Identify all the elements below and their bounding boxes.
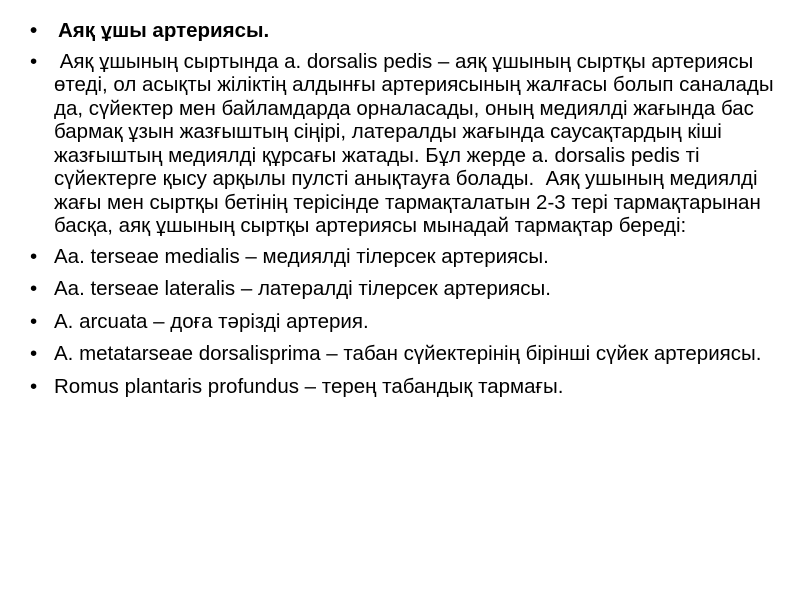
list-item-text: Aa. terseae lateralis – латералді тілерсек артериясы. — [54, 277, 551, 300]
slide-title: Аяқ ұшы артериясы. — [58, 19, 270, 42]
bullet-icon: • — [30, 19, 38, 42]
bullet-icon: • — [30, 342, 38, 365]
list-item — [30, 310, 780, 334]
list-item — [30, 375, 780, 399]
bullet-list — [30, 19, 780, 398]
list-item-text: Romus plantaris profundus – терең табандық тармағы. — [54, 374, 564, 398]
list-item — [30, 245, 780, 269]
list-item — [30, 277, 780, 301]
list-item-text: A. arcuata – доға тәрізді артерия. — [54, 309, 369, 333]
bullet-icon: • — [30, 277, 38, 300]
list-item-text: A. metatarseae dorsalisprima – табан сүйектерінің бірінші сүйек артериясы. — [54, 342, 762, 365]
intro-paragraph-item — [30, 50, 780, 238]
slide-title-item — [30, 19, 780, 43]
bullet-icon: • — [30, 49, 38, 73]
list-item — [30, 342, 780, 366]
bullet-icon: • — [30, 244, 38, 268]
bullet-icon: • — [30, 309, 38, 333]
list-item-text: Aa. terseae medialis – медиялді тілерсек артериясы. — [54, 244, 549, 268]
bullet-icon: • — [30, 374, 38, 398]
intro-paragraph: Аяқ ұшының сыртында a. dorsalis pedis – аяқ ұшының сыртқы артериясы өтеді, ол асықты жіліктің алдынғы артериясының жалғасы болып саналады да, сүйектер мен байламдарда орналасады, оның медиялді жағында бас бармақ ұзын жазғыштың сіңірі, латералды жағында саусақтардың кіші жазғыштың медиялді құрсағы жатады. Бұл жерде a. dorsalis pedis ті сүйектерге қысу арқылы пулсті анықтауға болады. Аяқ ушының медиялді жағы мен сыртқы бетінің терісінде тармақталатын 2-3 тері тармақтарынан басқа, аяқ ұшының сыртқы артериясы мынадай тармақтар береді: — [54, 49, 780, 237]
